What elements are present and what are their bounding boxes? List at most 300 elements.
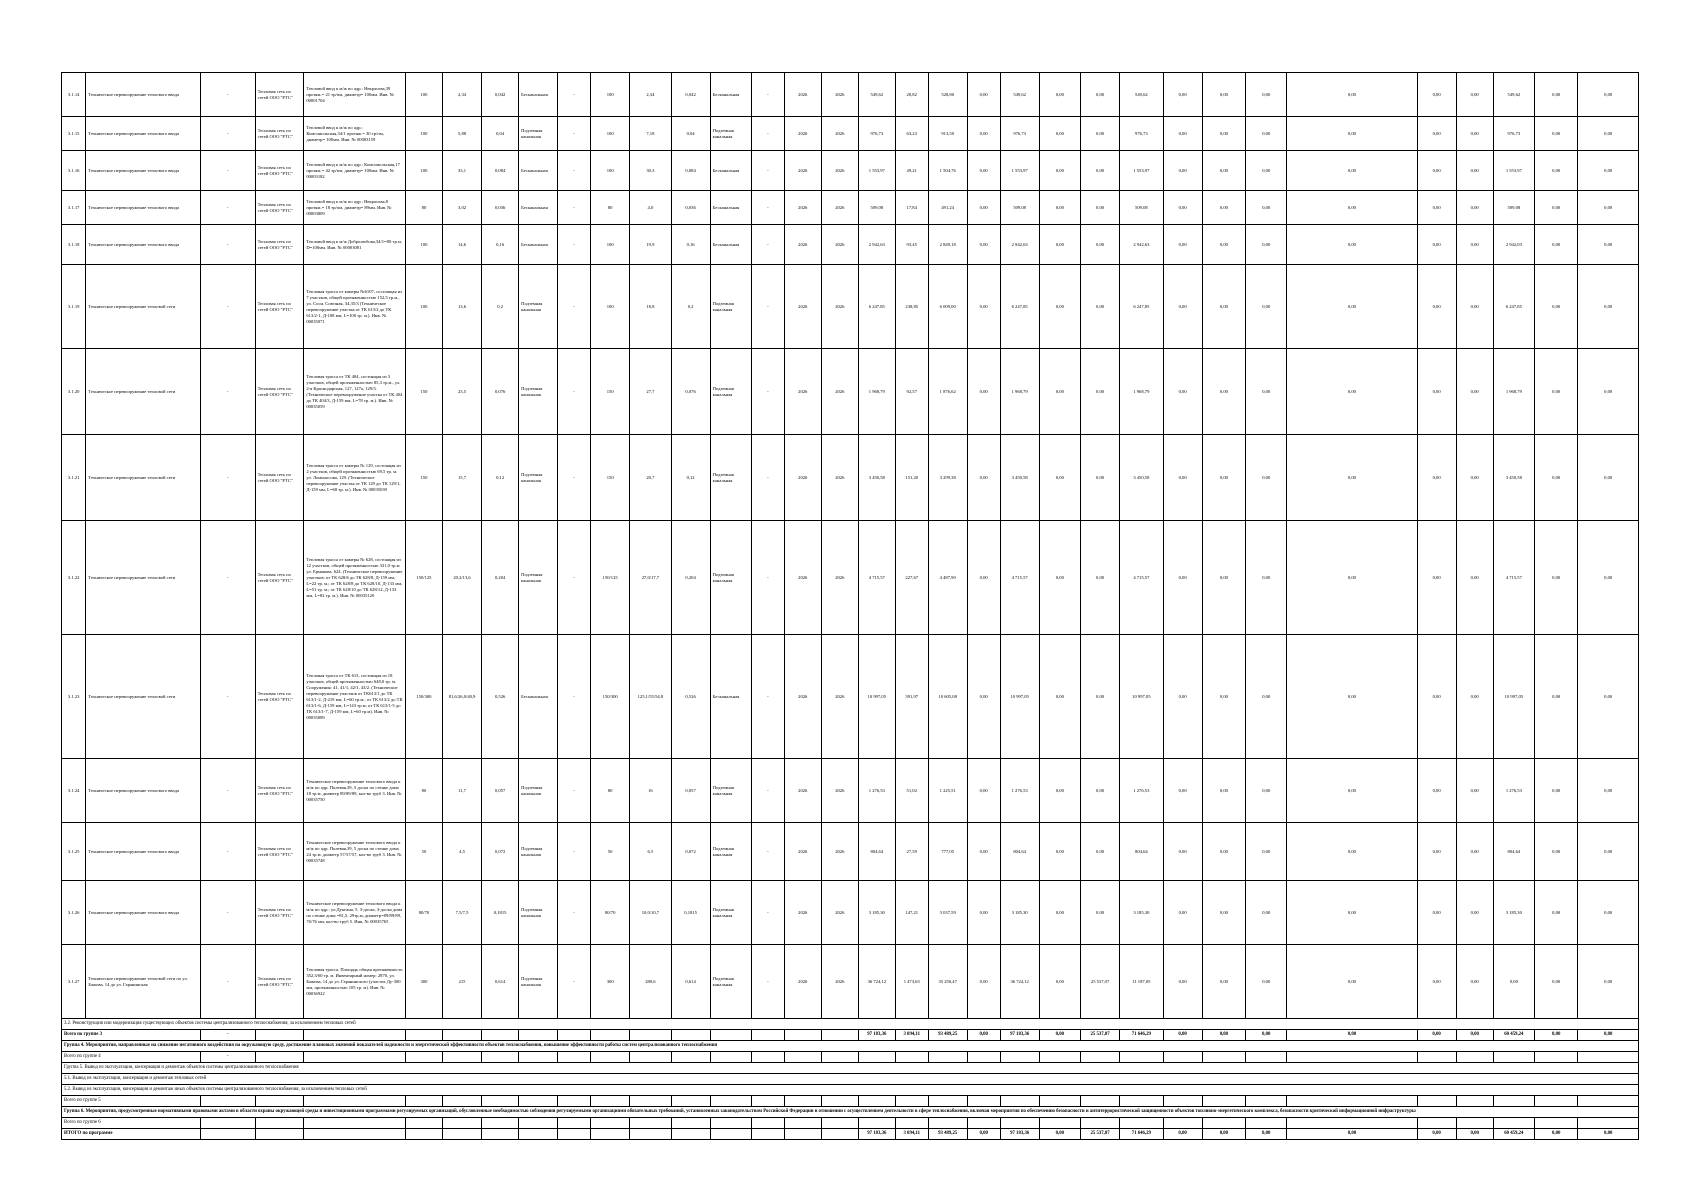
total-value bbox=[1456, 1096, 1493, 1107]
finance-value: 0,00 bbox=[1163, 265, 1202, 349]
dash-cell: - bbox=[558, 349, 591, 435]
cost-total: 976,73 bbox=[858, 117, 895, 151]
end-year: 2026 bbox=[821, 349, 858, 435]
total-value bbox=[1417, 1096, 1456, 1107]
finance-value: 0,00 bbox=[1534, 73, 1577, 117]
area: 0,057 bbox=[482, 759, 519, 823]
empty-cell bbox=[821, 1096, 858, 1107]
finance-value: 0,00 bbox=[1246, 945, 1287, 1019]
length: 14,6 bbox=[442, 225, 481, 265]
asset-description: Тепловая трасса. Площадь общая протяженность 352,3/60 тр. м. Инвентарный номер: 2870, ул. Бажова, 14 до ул. Гаранинского (участок Ду-300 мм, протяженностью 105 тр. м). Инв. № 00036922 bbox=[304, 945, 406, 1019]
end-year: 2026 bbox=[821, 225, 858, 265]
finance-value: 0,00 bbox=[1246, 349, 1287, 435]
empty-cell bbox=[405, 1030, 442, 1041]
empty-cell bbox=[519, 1118, 558, 1129]
finance-value: 0,00 bbox=[1163, 635, 1202, 759]
total-value bbox=[1081, 1118, 1120, 1129]
row-number: 3.1.18 bbox=[62, 225, 86, 265]
laying-type: Подземная канальная bbox=[519, 881, 558, 945]
new-diameter: 100 bbox=[591, 117, 630, 151]
finance-value: 0,00 bbox=[1039, 117, 1080, 151]
work-name: Техническое перевооружение теплового ввода bbox=[86, 191, 200, 225]
empty-cell bbox=[784, 1129, 821, 1140]
section-heading: Группа 5. Вывод из эксплуатации, консервация и демонтаж объектов системы централизованного теплоснабжения bbox=[62, 1063, 1639, 1074]
total-row bbox=[62, 1052, 1639, 1063]
empty-cell bbox=[630, 1052, 671, 1063]
empty-cell bbox=[558, 1052, 591, 1063]
finance-value: 1 968,79 bbox=[1120, 349, 1163, 435]
cost-total: 6 247,85 bbox=[858, 265, 895, 349]
start-year: 2026 bbox=[784, 265, 821, 349]
end-year: 2026 bbox=[821, 759, 858, 823]
finance-value: 0,00 bbox=[1163, 759, 1202, 823]
asset-owner: Тепловая сеть по сетей ООО "РТС" bbox=[255, 225, 304, 265]
dash-cell: - bbox=[751, 117, 784, 151]
laying-type: Подземная канальная bbox=[519, 521, 558, 635]
finance-value: 0,00 bbox=[1534, 945, 1577, 1019]
cost-equipment: 0,00 bbox=[967, 759, 1000, 823]
finance-value: 0,00 bbox=[1534, 823, 1577, 881]
finance-value: 0,00 bbox=[1578, 225, 1639, 265]
empty-cell bbox=[405, 1052, 442, 1063]
finance-value: 0,00 bbox=[1039, 945, 1080, 1019]
asset-owner: Тепловая сеть по сетей ООО "РТС" bbox=[255, 435, 304, 521]
cost-pir: 20,82 bbox=[895, 73, 928, 117]
finance-value: 0,00 bbox=[1417, 635, 1456, 759]
asset-description: Тепловой ввод к м/ж по адр.: Комсомольская,17 протяж.= 42 тр/пм, диаметр= 100мм. Инв. № 00003182 bbox=[304, 151, 406, 191]
asset-description: Техническое перевооружение теплового ввода к м/ж по адр. Полевая,39, 5 доска по стенке дома 18 тр.м. диаметр 89/89/89, кол-во труб 3. Инв. № 00035750 bbox=[304, 759, 406, 823]
new-length: 125,1/55/54,8 bbox=[630, 635, 671, 759]
finance-value: 0,00 bbox=[1287, 759, 1417, 823]
start-year: 2026 bbox=[784, 521, 821, 635]
row-number: 3.1.27 bbox=[62, 945, 86, 1019]
dash-cell: - bbox=[558, 881, 591, 945]
laying-type: Подземная канальная bbox=[519, 117, 558, 151]
finance-value: 0,00 bbox=[1081, 521, 1120, 635]
empty-cell bbox=[710, 1118, 751, 1129]
finance-value: 0,00 bbox=[1081, 435, 1120, 521]
finance-value: 0,00 bbox=[1417, 521, 1456, 635]
dash-cell: - bbox=[200, 225, 255, 265]
total-value bbox=[1287, 1052, 1417, 1063]
empty-cell bbox=[630, 1118, 671, 1129]
table-row bbox=[62, 73, 1639, 117]
finance-value: 0,00 bbox=[1578, 945, 1639, 1019]
total-value: 93 489,25 bbox=[928, 1129, 967, 1140]
diameter: 100 bbox=[405, 117, 442, 151]
asset-owner: Тепловая сеть по сетей ООО "РТС" bbox=[255, 945, 304, 1019]
start-year: 2026 bbox=[784, 349, 821, 435]
row-number: 3.1.17 bbox=[62, 191, 86, 225]
dash-cell: - bbox=[751, 759, 784, 823]
work-name: Техническое перевооружение теплового ввода bbox=[86, 117, 200, 151]
asset-owner: Тепловая сеть по сетей ООО "РТС" bbox=[255, 881, 304, 945]
table-row bbox=[62, 225, 1639, 265]
area: 0,204 bbox=[482, 521, 519, 635]
finance-value: 0,00 bbox=[1578, 435, 1639, 521]
total-value: 0,00 bbox=[967, 1030, 1000, 1041]
finance-value: 0,00 bbox=[1578, 759, 1639, 823]
finance-value: 0,00 bbox=[1163, 881, 1202, 945]
finance-value: 0,00 bbox=[1202, 151, 1245, 191]
total-value bbox=[1000, 1118, 1039, 1129]
total-value: 0,00 bbox=[1039, 1030, 1080, 1041]
cost-pir: 27,59 bbox=[895, 823, 928, 881]
cost-equipment: 0,00 bbox=[967, 117, 1000, 151]
cost-equipment: 0,00 bbox=[967, 521, 1000, 635]
table-row bbox=[62, 945, 1639, 1019]
empty-cell bbox=[405, 1129, 442, 1140]
total-value bbox=[1163, 1096, 1202, 1107]
total-value: 97 183,36 bbox=[858, 1129, 895, 1140]
finance-value: 0,00 bbox=[1163, 823, 1202, 881]
finance-value: 0,00 bbox=[1202, 823, 1245, 881]
cost-total: 1 968,79 bbox=[858, 349, 895, 435]
cost-equipment: 0,00 bbox=[967, 881, 1000, 945]
new-laying-type: Подземная канальная bbox=[710, 435, 751, 521]
start-year: 2026 bbox=[784, 225, 821, 265]
cost-equipment: 0,00 bbox=[967, 823, 1000, 881]
end-year: 2026 bbox=[821, 117, 858, 151]
dash-cell: - bbox=[200, 945, 255, 1019]
finance-value: 0,00 bbox=[1534, 435, 1577, 521]
total-value: 0,00 bbox=[1534, 1129, 1577, 1140]
diameter: 80/70 bbox=[405, 881, 442, 945]
finance-value: 0,00 bbox=[1578, 635, 1639, 759]
finance-value: 0,00 bbox=[1081, 823, 1120, 881]
finance-total: 1 276,53 bbox=[1000, 759, 1039, 823]
dash-cell: - bbox=[558, 435, 591, 521]
dash-cell bbox=[200, 1118, 255, 1129]
finance-value: 0,00 bbox=[1287, 151, 1417, 191]
cost-smr: 528,80 bbox=[928, 73, 967, 117]
total-value bbox=[1417, 1118, 1456, 1129]
start-year: 2026 bbox=[784, 823, 821, 881]
total-row bbox=[62, 1030, 1639, 1041]
asset-description: Тепловой ввод к м/ж по адр.: Некрасова,8 протяж.= 18 тр/пм, диаметр= 89мм. Инв. № 00003809 bbox=[304, 191, 406, 225]
end-year: 2026 bbox=[821, 151, 858, 191]
total-value bbox=[1039, 1096, 1080, 1107]
area: 0,614 bbox=[482, 945, 519, 1019]
end-year: 2026 bbox=[821, 635, 858, 759]
start-year: 2026 bbox=[784, 945, 821, 1019]
table-row bbox=[62, 117, 1639, 151]
cost-pir: 49,21 bbox=[895, 151, 928, 191]
section-heading-row bbox=[62, 1063, 1639, 1074]
diameter: 80 bbox=[405, 191, 442, 225]
finance-value: 0,00 bbox=[1081, 151, 1120, 191]
total-value: 0,00 bbox=[1039, 1129, 1080, 1140]
finance-value: 976,73 bbox=[1120, 117, 1163, 151]
cost-smr: 1 504,76 bbox=[928, 151, 967, 191]
diameter: 150 bbox=[405, 435, 442, 521]
table-row bbox=[62, 759, 1639, 823]
dash-cell: - bbox=[200, 759, 255, 823]
empty-cell bbox=[710, 1129, 751, 1140]
table-row bbox=[62, 635, 1639, 759]
cost-total: 549,62 bbox=[858, 73, 895, 117]
length: 23,5 bbox=[442, 349, 481, 435]
area: 0,042 bbox=[482, 73, 519, 117]
cost-pir: 93,45 bbox=[895, 225, 928, 265]
diameter: 50 bbox=[405, 823, 442, 881]
finance-value: 0,00 bbox=[1246, 759, 1287, 823]
finance-value: 0,00 bbox=[1417, 151, 1456, 191]
new-laying-type: Подземная канальная bbox=[710, 945, 751, 1019]
row-number: 3.1.20 bbox=[62, 349, 86, 435]
finance-total: 36 724,12 bbox=[1000, 945, 1039, 1019]
table-row bbox=[62, 823, 1639, 881]
length: 215 bbox=[442, 945, 481, 1019]
total-value bbox=[1417, 1052, 1456, 1063]
length: 15,7 bbox=[442, 435, 481, 521]
total-value bbox=[1493, 1052, 1534, 1063]
finance-value: 0,00 bbox=[1578, 823, 1639, 881]
dash-cell: - bbox=[200, 349, 255, 435]
finance-value: 0,00 bbox=[1246, 521, 1287, 635]
empty-cell bbox=[784, 1030, 821, 1041]
total-row bbox=[62, 1129, 1639, 1140]
total-value: 3 094,11 bbox=[895, 1129, 928, 1140]
section-heading-row bbox=[62, 1085, 1639, 1096]
empty-cell bbox=[519, 1096, 558, 1107]
total-value bbox=[1202, 1118, 1245, 1129]
new-laying-type: Бесканальная bbox=[710, 73, 751, 117]
cost-smr: 35 250,47 bbox=[928, 945, 967, 1019]
total-value: 93 489,25 bbox=[928, 1030, 967, 1041]
start-year: 2026 bbox=[784, 635, 821, 759]
total-value bbox=[1081, 1052, 1120, 1063]
cost-pir: 227,67 bbox=[895, 521, 928, 635]
cost-smr: 1 225,51 bbox=[928, 759, 967, 823]
new-diameter: 80 bbox=[591, 759, 630, 823]
asset-description: Тепловая трасса от камеры №6107, состоящая из 7 участков, общей протяженностью 152,5 тр.м., ул. Сосн. Союзная, 34,35/3 (Техническое перевооружение участка от ТК 613/2 до ТК 613/2-1, Д-108 мм, L=100 тр. м.). Инв. № 00035071 bbox=[304, 265, 406, 349]
area: 0,072 bbox=[482, 823, 519, 881]
row-number: 3.1.26 bbox=[62, 881, 86, 945]
empty-cell bbox=[710, 1052, 751, 1063]
start-year: 2026 bbox=[784, 759, 821, 823]
finance-value: 6 247,85 bbox=[1493, 265, 1534, 349]
finance-value: 0,00 bbox=[1456, 759, 1493, 823]
total-value bbox=[1120, 1096, 1163, 1107]
finance-value: 2 942,03 bbox=[1493, 225, 1534, 265]
laying-type: Бесканальная bbox=[519, 635, 558, 759]
empty-cell bbox=[751, 1096, 784, 1107]
finance-value: 0,00 bbox=[1081, 635, 1120, 759]
total-value bbox=[1000, 1052, 1039, 1063]
total-value: 0,00 bbox=[1578, 1030, 1639, 1041]
finance-value: 0,00 bbox=[1039, 435, 1080, 521]
total-value: 0,00 bbox=[1163, 1129, 1202, 1140]
finance-value: 0,00 bbox=[1039, 881, 1080, 945]
table-row bbox=[62, 191, 1639, 225]
total-value bbox=[928, 1096, 967, 1107]
cost-smr: 3 037,59 bbox=[928, 881, 967, 945]
asset-owner: Тепловая сеть по сетей ООО "РТС" bbox=[255, 521, 304, 635]
finance-value: 0,00 bbox=[1456, 521, 1493, 635]
new-area: 0,2 bbox=[671, 265, 710, 349]
new-area: 0,12 bbox=[671, 435, 710, 521]
work-name: Техническое перевооружение теплового ввода bbox=[86, 759, 200, 823]
finance-value: 0,00 bbox=[1039, 759, 1080, 823]
finance-value: 549,62 bbox=[1493, 73, 1534, 117]
cost-smr: 3 299,38 bbox=[928, 435, 967, 521]
investment-program-table bbox=[61, 72, 1639, 1140]
finance-value: 0,00 bbox=[1534, 521, 1577, 635]
finance-value: 0,00 bbox=[1039, 151, 1080, 191]
cost-total: 10 997,05 bbox=[858, 635, 895, 759]
finance-total: 804,64 bbox=[1000, 823, 1039, 881]
laying-type: Подземная канальная bbox=[519, 945, 558, 1019]
empty-cell bbox=[442, 1030, 481, 1041]
cost-total: 1 276,53 bbox=[858, 759, 895, 823]
work-name: Техническое перевооружение тепловой сети bbox=[86, 435, 200, 521]
cost-total: 1 553,97 bbox=[858, 151, 895, 191]
finance-value: 0,00 bbox=[1417, 435, 1456, 521]
finance-value: 0,00 bbox=[1039, 265, 1080, 349]
work-name: Техническое перевооружение тепловой сети bbox=[86, 265, 200, 349]
finance-total: 976,73 bbox=[1000, 117, 1039, 151]
finance-value: 0,00 bbox=[1246, 435, 1287, 521]
total-value bbox=[858, 1118, 895, 1129]
new-length: 4,0 bbox=[630, 191, 671, 225]
row-number: 3.1.15 bbox=[62, 117, 86, 151]
finance-value: 0,00 bbox=[1163, 435, 1202, 521]
new-laying-type: Бесканальная bbox=[710, 225, 751, 265]
laying-type: Подземная канальная bbox=[519, 265, 558, 349]
empty-cell bbox=[591, 1052, 630, 1063]
dash-cell: - bbox=[751, 435, 784, 521]
new-length: 27,7 bbox=[630, 349, 671, 435]
dash-cell: - bbox=[200, 1052, 255, 1063]
total-value bbox=[1456, 1052, 1493, 1063]
finance-value: 0,00 bbox=[1202, 521, 1245, 635]
finance-value: 0,00 bbox=[1246, 191, 1287, 225]
finance-value: 1 276,53 bbox=[1493, 759, 1534, 823]
total-value bbox=[1578, 1052, 1639, 1063]
diameter: 100 bbox=[405, 265, 442, 349]
section-heading: 5.2. Вывод из эксплуатации, консервация и демонтаж иных объектов системы централизованного теплоснабжения, за исключением тепловых сетей bbox=[62, 1085, 1639, 1096]
dash-cell: - bbox=[751, 945, 784, 1019]
start-year: 2026 bbox=[784, 151, 821, 191]
total-value: 25 537,07 bbox=[1081, 1129, 1120, 1140]
asset-description: Тепловой ввод к м/ж Добролюбова,34/1=80 тр.м, D=100мм. Инв. № 00003081 bbox=[304, 225, 406, 265]
empty-cell bbox=[710, 1096, 751, 1107]
laying-type: Бесканальная bbox=[519, 151, 558, 191]
new-length: 19,9 bbox=[630, 225, 671, 265]
dash-cell: - bbox=[558, 73, 591, 117]
total-value bbox=[1534, 1052, 1577, 1063]
dash-cell: - bbox=[751, 225, 784, 265]
empty-cell bbox=[442, 1052, 481, 1063]
asset-description: Тепловой ввод к м/ж по адр.: Некрасова,39 протяж.= 21 тр/пм, диаметр= 100мм. Инв. № 00001704 bbox=[304, 73, 406, 117]
total-value: 0,00 bbox=[1246, 1129, 1287, 1140]
finance-value: 0,00 bbox=[1287, 265, 1417, 349]
finance-value: 0,00 bbox=[1246, 881, 1287, 945]
end-year: 2026 bbox=[821, 191, 858, 225]
empty-cell bbox=[255, 1118, 304, 1129]
work-name: Техническое перевооружение теплового ввода bbox=[86, 73, 200, 117]
cost-pir: 238,85 bbox=[895, 265, 928, 349]
total-value bbox=[1081, 1096, 1120, 1107]
total-value: 0,00 bbox=[1578, 1129, 1639, 1140]
total-value: 25 537,07 bbox=[1081, 1030, 1120, 1041]
laying-type: Подземная канальная bbox=[519, 349, 558, 435]
finance-value: 0,00 bbox=[1246, 73, 1287, 117]
total-value bbox=[928, 1052, 967, 1063]
finance-value: 0,00 bbox=[1534, 759, 1577, 823]
end-year: 2026 bbox=[821, 435, 858, 521]
finance-value: 0,00 bbox=[1039, 349, 1080, 435]
dash-cell: - bbox=[558, 759, 591, 823]
new-length: 16 bbox=[630, 759, 671, 823]
work-name: Техническое перевооружение тепловой сети bbox=[86, 349, 200, 435]
finance-value: 0,00 bbox=[1081, 759, 1120, 823]
finance-value: 509,08 bbox=[1493, 191, 1534, 225]
finance-value: 4 715,57 bbox=[1120, 521, 1163, 635]
cost-equipment: 0,00 bbox=[967, 191, 1000, 225]
total-value: 0,00 bbox=[1163, 1030, 1202, 1041]
finance-value: 0,00 bbox=[1287, 73, 1417, 117]
empty-cell bbox=[442, 1129, 481, 1140]
finance-value: 6 247,85 bbox=[1120, 265, 1163, 349]
finance-value: 0,00 bbox=[1417, 349, 1456, 435]
dash-cell: - bbox=[751, 349, 784, 435]
asset-description: Техническое перевооружение теплового ввода к м/ж по адр. Полевая,39, 5 доска по стенке дома 24 тр.м. диаметр 57/57/57, кол-во труб 3. Инв. № 00035748 bbox=[304, 823, 406, 881]
finance-value: 0,00 bbox=[1578, 73, 1639, 117]
end-year: 2026 bbox=[821, 823, 858, 881]
start-year: 2026 bbox=[784, 881, 821, 945]
cost-total: 4 715,57 bbox=[858, 521, 895, 635]
empty-cell bbox=[405, 1118, 442, 1129]
finance-value: 0,00 bbox=[1456, 265, 1493, 349]
new-area: 0,04 bbox=[671, 117, 710, 151]
laying-type: Подземная канальная bbox=[519, 435, 558, 521]
new-length: 18,8 bbox=[630, 265, 671, 349]
row-number: 3.1.22 bbox=[62, 521, 86, 635]
new-diameter: 100 bbox=[591, 73, 630, 117]
finance-value: 10 997,05 bbox=[1493, 635, 1534, 759]
work-name: Техническое перевооружение теплового ввода bbox=[86, 225, 200, 265]
end-year: 2026 bbox=[821, 881, 858, 945]
empty-cell bbox=[821, 1052, 858, 1063]
empty-cell bbox=[751, 1118, 784, 1129]
empty-cell bbox=[405, 1096, 442, 1107]
new-length: 2,34 bbox=[630, 73, 671, 117]
empty-cell bbox=[671, 1096, 710, 1107]
finance-value: 0,00 bbox=[1163, 225, 1202, 265]
finance-value: 0,00 bbox=[1578, 349, 1639, 435]
new-diameter: 80/70 bbox=[591, 881, 630, 945]
finance-value: 0,00 bbox=[1246, 265, 1287, 349]
new-laying-type: Подземная канальная bbox=[710, 881, 751, 945]
finance-value: 0,00 bbox=[1534, 151, 1577, 191]
cost-pir: 147,21 bbox=[895, 881, 928, 945]
total-value bbox=[895, 1118, 928, 1129]
cost-total: 36 724,12 bbox=[858, 945, 895, 1019]
dash-cell: - bbox=[558, 823, 591, 881]
empty-cell bbox=[751, 1129, 784, 1140]
empty-cell bbox=[482, 1096, 519, 1107]
finance-value: 0,00 bbox=[1456, 881, 1493, 945]
laying-type: Бесканальная bbox=[519, 191, 558, 225]
new-laying-type: Подземная канальная bbox=[710, 759, 751, 823]
cost-smr: 4 487,90 bbox=[928, 521, 967, 635]
dash-cell bbox=[200, 1129, 255, 1140]
total-value bbox=[1493, 1118, 1534, 1129]
cost-smr: 913,50 bbox=[928, 117, 967, 151]
finance-total: 3 450,58 bbox=[1000, 435, 1039, 521]
